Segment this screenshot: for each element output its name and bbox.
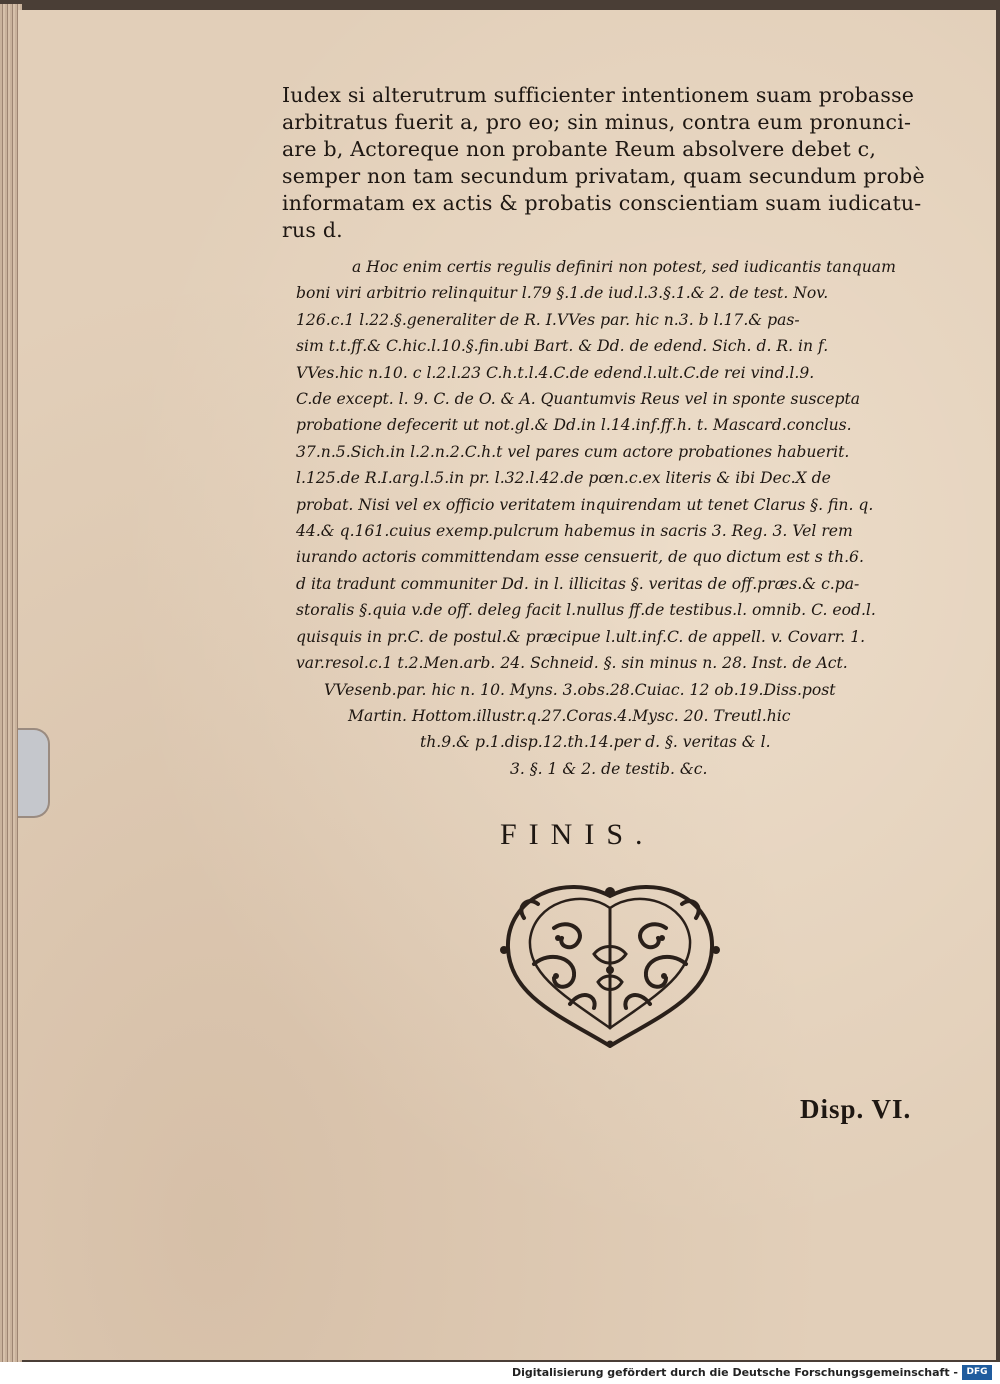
note-line: iurando actoris committendam esse censuerit, de quo dictum est s th.6. — [296, 548, 864, 567]
ornament-icon — [494, 878, 726, 1048]
body-line: are b, Actoreque non probante Reum absolvere debet c, — [282, 137, 877, 161]
dfg-logo-icon: DFG — [962, 1365, 992, 1380]
finis-heading: FINIS. — [500, 818, 655, 851]
footnotes — [296, 254, 964, 782]
note-line: quisquis in pr.C. de postul.& præcipue l.ult.inf.C. de appell. v. Covarr. 1. — [296, 627, 866, 646]
note-line: C.de except. l. 9. C. de O. & A. Quantumvis Reus vel in sponte suscepta — [296, 390, 861, 409]
note-line: probatione defecerit ut not.gl.& Dd.in l.14.inf.ff.h. t. Mascard.conclus. — [296, 416, 852, 435]
footer-bar — [0, 1362, 1000, 1384]
footer-credit: Digitalisierung gefördert durch die Deutsche Forschungsgemeinschaft - — [511, 1366, 958, 1379]
note-line: boni viri arbitrio relinquitur l.79 §.1.de iud.l.3.§.1.& 2. de test. Nov. — [296, 284, 829, 303]
note-line: 44.& q.161.cuius exemp.pulcrum habemus in sacris 3. Reg. 3. Vel rem — [296, 522, 853, 541]
note-line: d ita tradunt communiter Dd. in l. illicitas §. veritas de off.præs.& c.pa- — [296, 574, 860, 593]
body-line: semper non tam secundum privatam, quam secundum probè — [282, 164, 925, 188]
note-line: var.resol.c.1 t.2.Men.arb. 24. Schneid. §. sin minus n. 28. Inst. de Act. — [296, 654, 848, 673]
note-line: th.9.& p.1.disp.12.th.14.per d. §. veritas & l. — [420, 733, 771, 752]
note-line: 37.n.5.Sich.in l.2.n.2.C.h.t vel pares cum actore probationes habuerit. — [296, 442, 850, 461]
note-line: a Hoc enim certis regulis definiri non potest, sed iudicantis tanquam — [352, 258, 896, 276]
note-line: VVes.hic n.10. c l.2.l.23 C.h.t.l.4.C.de edend.l.ult.C.de rei vind.l.9. — [296, 363, 815, 382]
note-line: 126.c.1 l.22.§.generaliter de R. I.VVes par. hic n.3. b l.17.& pas- — [296, 310, 800, 329]
body-line: arbitratus fuerit a, pro eo; sin minus, contra eum pronunci- — [282, 110, 912, 134]
body-line: rus d. — [282, 218, 343, 242]
main-paragraph — [282, 82, 962, 244]
catchword: Disp. VI. — [800, 1094, 912, 1124]
note-line: probat. Nisi vel ex officio veritatem inquirendam ut tenet Clarus §. fin. q. — [296, 495, 874, 514]
page-tab-marker — [18, 728, 50, 818]
note-line: Martin. Hottom.illustr.q.27.Coras.4.Mysc. 20. Treutl.hic — [348, 706, 791, 725]
note-line: sim t.t.ff.& C.hic.l.10.§.fin.ubi Bart. & Dd. de edend. Sich. d. R. in f. — [296, 337, 829, 356]
note-line: VVesenb.par. hic n. 10. Myns. 3.obs.28.Cuiac. 12 ob.19.Diss.post — [324, 680, 836, 699]
body-line: informatam ex actis & probatis conscientiam suam iudicatu- — [282, 191, 922, 215]
note-line: l.125.de R.I.arg.l.5.in pr. l.32.l.42.de pœn.c.ex literis & ibi Dec.X de — [296, 469, 831, 488]
body-line: Iudex si alterutrum sufficienter intentionem suam probasse — [282, 83, 915, 107]
note-line: storalis §.quia v.de off. deleg facit l.nullus ff.de testibus.l. omnib. C. eod.l. — [296, 601, 876, 620]
note-line: 3. §. 1 & 2. de testib. &c. — [510, 759, 708, 778]
